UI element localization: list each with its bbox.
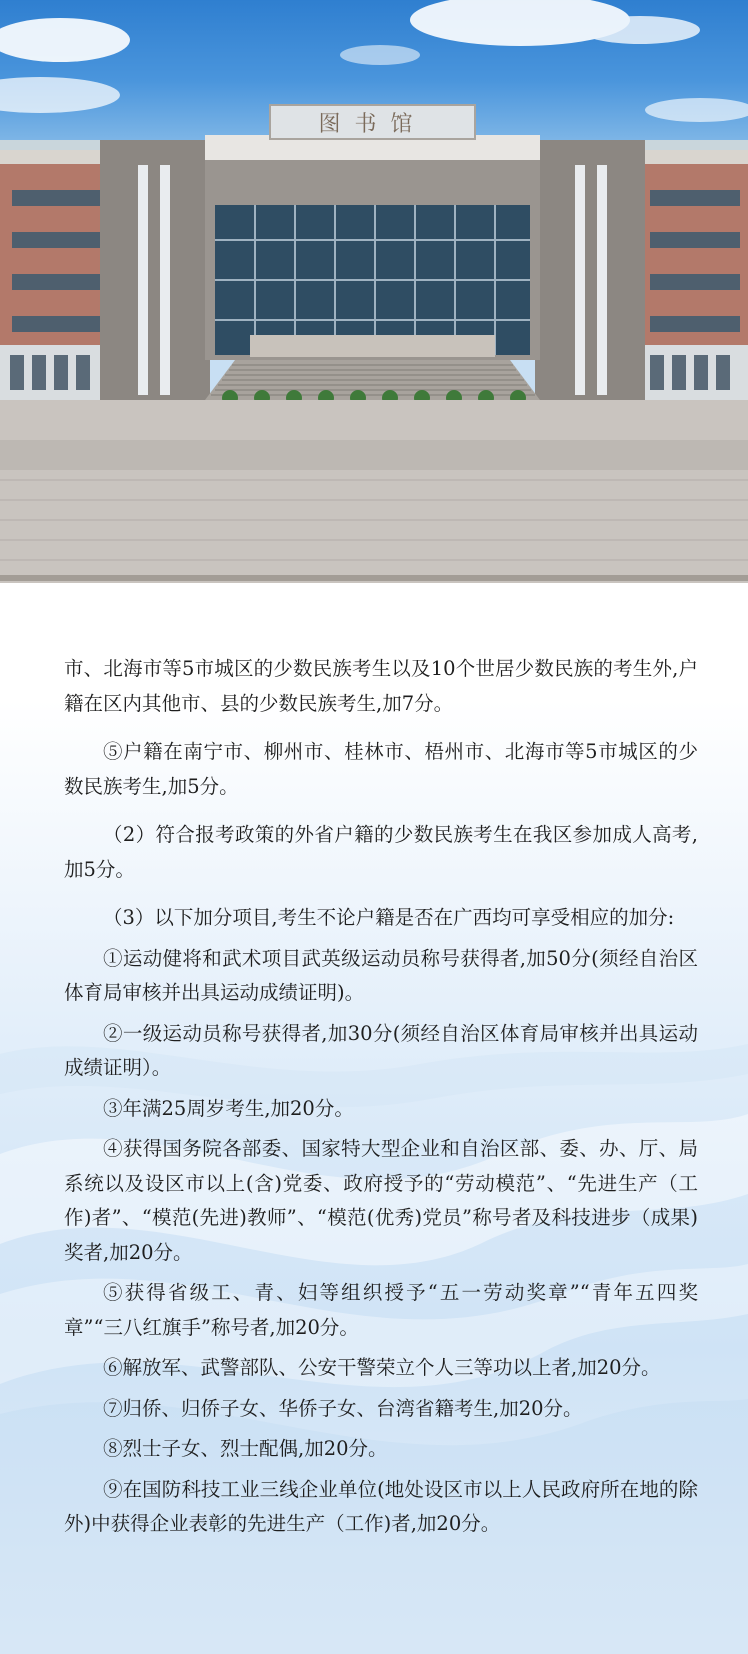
left-tower [100,140,210,410]
right-tower [535,140,645,410]
plaza [0,400,748,594]
list-item-first-class-athlete: ②一级运动员称号获得者,加30分(须经自治区体育局审核并出具运动成绩证明）。 [64,1021,698,1079]
paragraph-minority-5-cities-5-points: ⑤户籍在南宁市、柳州市、桂林市、梧州市、北海市等5市城区的少数民族考生,加5分。 [64,740,698,798]
list-item-model-worker: ④获得国务院各部委、国家特大型企业和自治区部、委、办、厅、局系统以及设区市以上(含)党委、政府授予的“劳动模范”、“先进生产（工作)者”、“模范(先进)教师”、“模范(优秀)党员”称号者及科技进步（成果)奖者,加20分。 [64,1137,698,1264]
sky-clouds [0,0,748,122]
list-item-overseas-chinese: ⑦归侨、归侨子女、华侨子女、台湾省籍考生,加20分。 [103,1396,583,1420]
policy-text-body [64,652,698,1548]
list-item-defense-industry: ⑨在国防科技工业三线企业单位(地处设区市以上人民政府所在地的除外)中获得企业表彰的先进生产（工作)者,加20分。 [64,1477,698,1535]
list-item-athlete-master: ①运动健将和武术项目武英级运动员称号获得者,加50分(须经自治区体育局审核并出具运动成绩证明)。 [64,946,698,1004]
paragraph-continued-minority-7-points: 市、北海市等5市城区的少数民族考生以及10个世居少数民族的考生外,户籍在区内其他市、县的少数民族考生,加7分。 [64,657,698,715]
paragraph-item-3-intro: （3）以下加分项目,考生不论户籍是否在广西均可享受相应的加分: [103,906,675,929]
list-item-age-25: ③年满25周岁考生,加20分。 [103,1096,354,1120]
library-sign-text: 图书馆 [318,112,427,137]
list-item-martyr-family: ⑧烈士子女、烈士配偶,加20分。 [103,1437,388,1460]
list-item-medal-awards: ⑤获得省级工、青、妇等组织授予“五一劳动奖章”“青年五四奖章”“三八红旗手”称号者,加20分。 [64,1281,698,1339]
paragraph-item-2-out-of-province: （2）符合报考政策的外省户籍的少数民族考生在我区参加成人高考,加5分。 [64,823,698,881]
library-building-illustration [0,0,748,594]
hero-photo-library [0,0,748,594]
list-item-military-merit: ⑥解放军、武警部队、公安干警荣立个人三等功以上者,加20分。 [103,1356,661,1379]
